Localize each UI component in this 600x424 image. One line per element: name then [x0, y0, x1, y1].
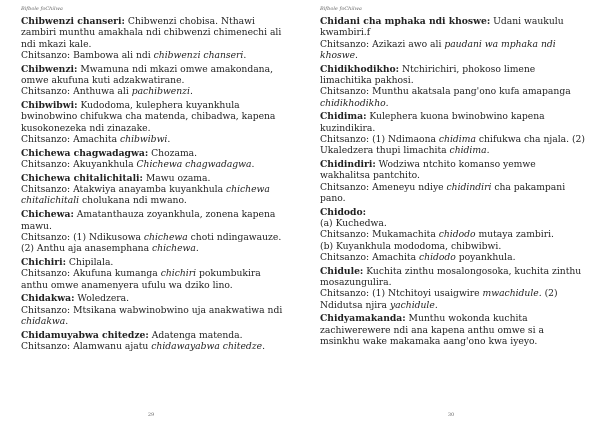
definition: Adatenga matenda.	[148, 329, 243, 341]
definition: Wodziwa ntchito komanso yemwe wakhalitsa pantchito.	[320, 159, 536, 182]
headword: Chichewa:	[21, 209, 74, 221]
dictionary-entry	[21, 100, 288, 145]
headword: Chichewa chitalichitali:	[21, 172, 143, 184]
dictionary-entry	[21, 293, 288, 327]
example: Chitsanzo: Mukamachita chidodo mutaya zambiri.	[320, 229, 554, 241]
headword: Chidima:	[320, 111, 367, 123]
headword: Chidindiri:	[320, 159, 376, 171]
headword: Chichiri:	[21, 256, 66, 268]
sense-b: (b) Kuyankhula mododoma, chibwibwi.	[320, 240, 502, 252]
headword: Chibwenzi chanseri:	[21, 16, 125, 27]
headword: Chidikhodikho:	[320, 63, 400, 75]
example: Chitsanzo: Amachita chibwibwi.	[21, 133, 171, 145]
dictionary-entry	[320, 313, 586, 347]
definition: Amatanthauza zoyankhula, zonena kapena mawu.	[21, 209, 276, 232]
definition: Kuchita zinthu mosalongosoka, kuchita zinthu mosazungulira.	[320, 265, 582, 289]
headword: Chidakwa:	[21, 293, 75, 305]
dictionary-entry	[21, 64, 288, 98]
example: Chitsanzo: Amachita chidodo poyankhula.	[320, 251, 516, 263]
example: Chitsanzo: Azikazi awo ali paudani wa mphaka ndi khoswe.	[320, 38, 556, 61]
dictionary-entry	[320, 111, 586, 156]
headword: Chibwibwi:	[21, 100, 78, 112]
example: Chitsanzo: Atakwiya anayamba kuyankhula chichewa chitalichitali cholukana ndi mwano.	[21, 184, 270, 207]
headword: Chidani cha mphaka ndi khoswe:	[320, 16, 491, 27]
definition: Ntchirichiri, phokoso limene limachitika pakhosi.	[320, 63, 536, 86]
dictionary-entry	[320, 207, 586, 263]
example: Chitsanzo: Mtsikana wabwinobwino uja anakwatiwa ndi chidakwa.	[21, 304, 283, 327]
right-page	[300, 0, 600, 424]
headword: Chidodo:	[320, 206, 366, 218]
dictionary-entry	[21, 173, 288, 207]
example: Chitsanzo: (1) Ndimaona chidima chifukwa cha njala. (2) Ukaledzera thupi limachita chidima.	[320, 133, 585, 157]
definition: Mwamuna ndi mkazi omwe amakondana, omwe akufuna kuti adzakwatirane.	[21, 63, 274, 86]
dictionary-entry	[21, 330, 288, 353]
headword: Chichewa chagwadagwa:	[21, 147, 149, 159]
example: Chitsanzo: Ameneyu ndiye chidindiri cha pakampani pano.	[320, 181, 566, 204]
headword: Chidamuyabwa chitedze:	[21, 329, 149, 341]
definition: Udani waukulu kwambiri.f	[320, 16, 564, 39]
dictionary-entry	[21, 16, 288, 61]
running-header: Bifbole foChilwa	[21, 6, 63, 12]
dictionary-entry	[320, 64, 586, 109]
example: Chitsanzo: Bambowa ali ndi chibwenzi chanseri.	[21, 49, 247, 61]
example: Chitsanzo: Akufuna kumanga chichiri pokumbukira anthu omwe anamenyera ufulu wa dziko lino.	[21, 268, 261, 291]
example: Chitsanzo: Munthu akatsala pang'ono kufa amapanga chidikhodikho.	[320, 86, 571, 109]
dictionary-entry	[320, 266, 586, 311]
dictionary-entry	[320, 16, 586, 61]
page-number: 29	[147, 412, 155, 418]
headword: Chibwenzi:	[21, 63, 78, 75]
dictionary-entry	[320, 159, 586, 204]
dictionary-entry	[21, 209, 288, 254]
definition: Kulephera kuona bwinobwino kapena kuzindikira.	[320, 111, 545, 134]
example: Chitsanzo: Alamwanu ajatu chidawayabwa chitedze.	[21, 341, 266, 353]
example: Chitsanzo: (1) Ntchitoyi usaigwire mwachidule. (2) Ndidutsa njira yachidule.	[320, 288, 558, 311]
definition: Chipilala.	[65, 256, 114, 268]
example: Chitsanzo: (1) Ndikusowa chichewa choti ndingawauze. (2) Anthu aja anasemphana chichewa.	[21, 231, 282, 255]
definition: Munthu wokonda kuchita zachiwerewere ndi ana kapena anthu omwe si a msinkhu wake makamaka aang'ono kwa iyeyo.	[320, 313, 544, 348]
definition: Mawu ozama.	[142, 172, 211, 184]
definition: Woledzera.	[74, 293, 130, 305]
definition: Chibwenzi chobisa. Nthawi zambiri munthu amakhala ndi chibwenzi chimenechi ali ndi mkazi kale.	[21, 16, 282, 50]
sense-a: (a) Kuchedwa.	[320, 218, 387, 230]
dictionary-entry	[21, 257, 288, 291]
definition: Kudodoma, kulephera kuyankhula bwinobwino chifukwa cha matenda, chibadwa, kapena kusokonezeka ndi zinazake.	[21, 100, 276, 134]
example: Chitsanzo: Akuyankhula Chichewa chagwadagwa.	[21, 159, 255, 171]
running-header: Bifbole foChilwa	[320, 6, 362, 12]
headword: Chidule:	[320, 265, 364, 277]
example: Chitsanzo: Anthuwa ali pachibwenzi.	[21, 86, 193, 98]
dictionary-entry	[21, 148, 288, 171]
headword: Chidyamakanda:	[320, 313, 406, 325]
page-number: 30	[447, 412, 455, 418]
definition: Chozama.	[148, 147, 198, 159]
